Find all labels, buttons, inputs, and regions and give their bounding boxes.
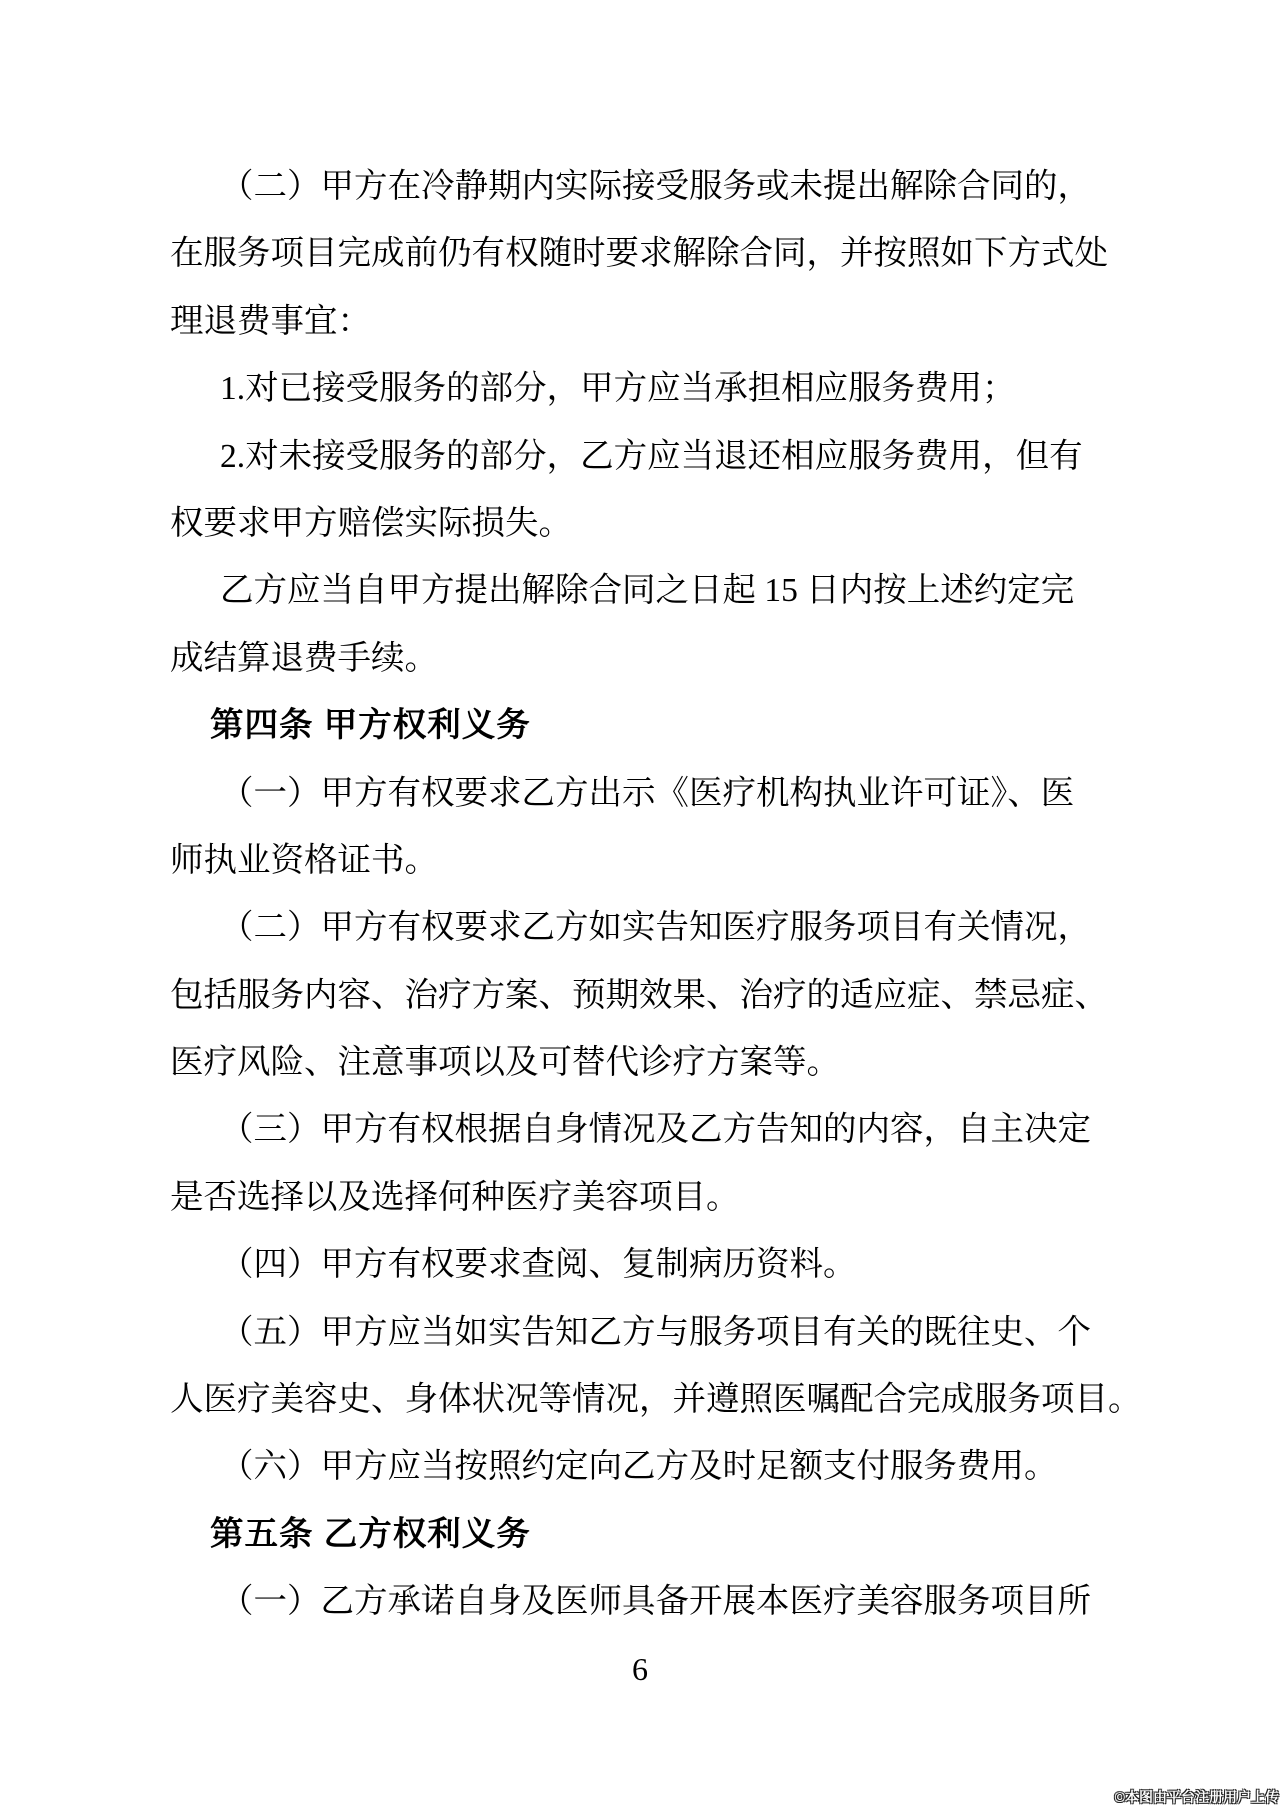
paragraph-line: 权要求甲方赔偿实际损失。 [170,504,572,542]
paragraph-line: （四）甲方有权要求查阅、复制病历资料。 [220,1246,857,1284]
paragraph-line: （一）乙方承诺自身及医师具备开展本医疗美容服务项目所 [220,1583,1091,1621]
article-4-heading: 第四条 甲方权利义务 [210,707,531,745]
paragraph-line: 乙方应当自甲方提出解除合同之日起 15 日内按上述约定完 [220,572,1075,610]
paragraph-line: （二）甲方在冷静期内实际接受服务或未提出解除合同的， [220,168,1091,205]
paragraph-line: 成结算退费手续。 [170,639,438,677]
watermark-label: ©本图由平台注册用户上传 [1114,1789,1279,1805]
paragraph-line: 医疗风险、注意事项以及可替代诊疗方案等。 [170,1044,840,1082]
paragraph-line: 1.对已接受服务的部分，甲方应当承担相应服务费用； [220,370,1016,408]
paragraph-line: 包括服务内容、治疗方案、预期效果、治疗的适应症、禁忌症、 [170,976,1108,1014]
article-5-heading: 第五条 乙方权利义务 [210,1515,531,1553]
contract-body-text [170,153,1142,1636]
paragraph-line: 理退费事宜： [170,302,371,340]
paragraph-line: 人医疗美容史、身体状况等情况，并遵照医嘱配合完成服务项目。 [170,1381,1142,1419]
paragraph-line: 是否选择以及选择何种医疗美容项目。 [170,1178,740,1216]
paragraph-line: （二）甲方有权要求乙方如实告知医疗服务项目有关情况， [220,909,1091,947]
paragraph-line: （一）甲方有权要求乙方出示《医疗机构执业许可证》、医 [220,774,1075,812]
paragraph-line: 在服务项目完成前仍有权随时要求解除合同，并按照如下方式处 [170,235,1108,273]
paragraph-line: （三）甲方有权根据自身情况及乙方告知的内容，自主决定 [220,1111,1091,1149]
paragraph-line: （六）甲方应当按照约定向乙方及时足额支付服务费用。 [220,1448,1058,1486]
paragraph-line: （五）甲方应当如实告知乙方与服务项目有关的既往史、个 [220,1313,1091,1351]
page-number: 6 [632,1651,648,1687]
paragraph-line: 师执业资格证书。 [170,841,438,879]
paragraph-line: 2.对未接受服务的部分，乙方应当退还相应服务费用，但有 [220,437,1083,475]
